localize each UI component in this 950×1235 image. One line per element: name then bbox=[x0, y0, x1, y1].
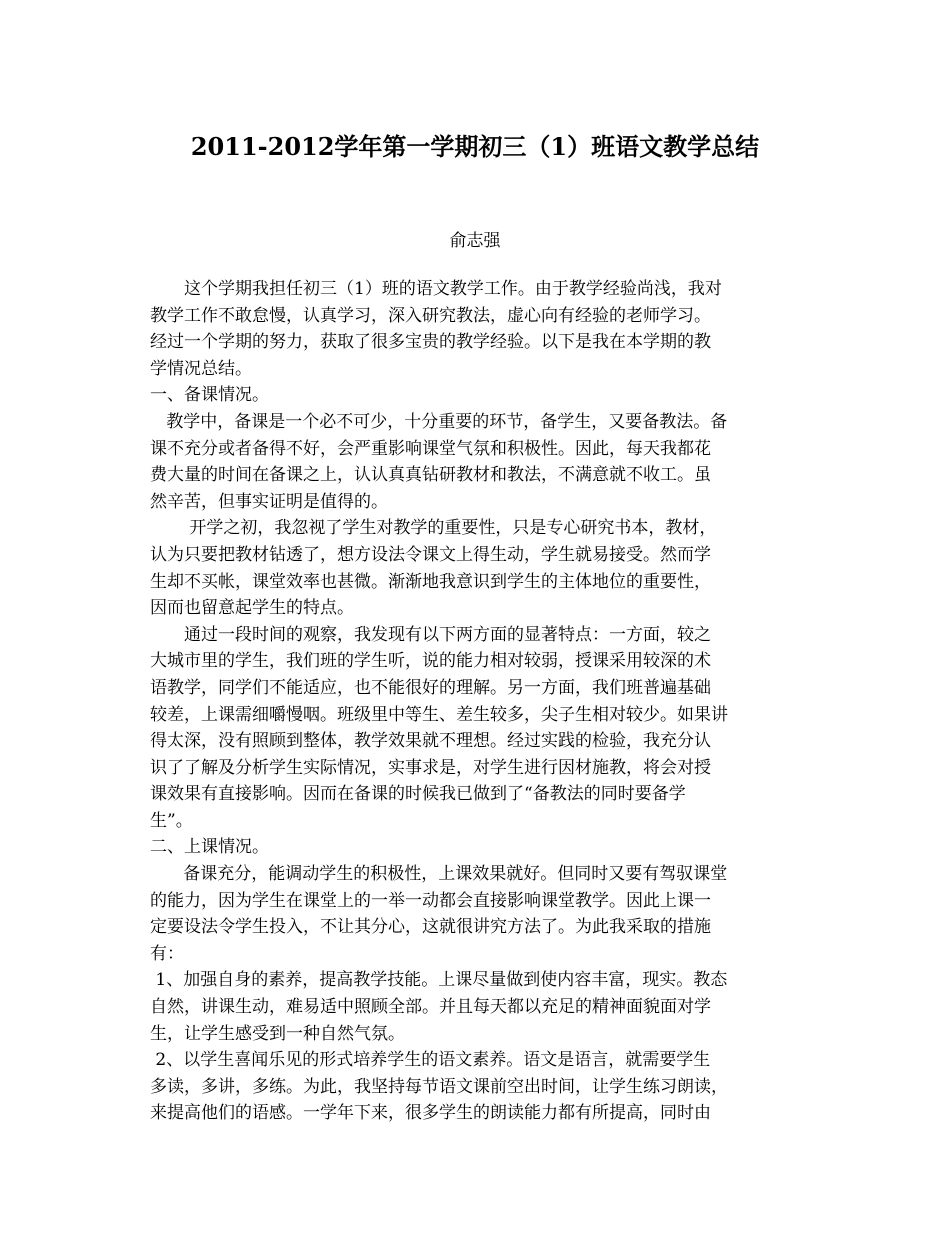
body-line: 语教学，同学们不能适应，也不能很好的理解。另一方面，我们班普遍基础 bbox=[150, 677, 711, 698]
body-line: 教学工作不敢怠慢，认真学习，深入研究教法，虚心向有经验的老师学习。 bbox=[150, 305, 711, 326]
body-line: 然辛苦，但事实证明是值得的。 bbox=[150, 491, 388, 512]
body-line: 课效果有直接影响。因而在备课的时候我已做到了“备教法的同时要备学 bbox=[150, 784, 686, 805]
body-line: 较差，上课需细嚼慢咽。班级里中等生、差生较多，尖子生相对较少。如果讲 bbox=[150, 704, 728, 725]
body-line: 定要设法令学生投入，不让其分心，这就很讲究方法了。为此我采取的措施 bbox=[150, 917, 711, 938]
body-line: 多读，多讲，多练。为此，我坚持每节语文课前空出时间，让学生练习朗读， bbox=[150, 1076, 728, 1097]
body-line: 生，让学生感受到一种自然气氛。 bbox=[150, 1023, 405, 1044]
body-line: 备课充分，能调动学生的积极性，上课效果就好。但同时又要有驾驭课堂 bbox=[150, 864, 728, 885]
body-line: 二、上课情况。 bbox=[150, 837, 269, 858]
body-line: 因而也留意起学生的特点。 bbox=[150, 598, 354, 619]
body-line: 通过一段时间的观察，我发现有以下两方面的显著特点：一方面，较之 bbox=[150, 624, 711, 645]
body-line: 费大量的时间在备课之上，认认真真钻研教材和教法，不满意就不收工。虽 bbox=[150, 465, 711, 486]
body-line: 大城市里的学生，我们班的学生听，说的能力相对较弱，授课采用较深的术 bbox=[150, 651, 711, 672]
document-author: 俞志强 bbox=[449, 231, 501, 251]
document-body bbox=[150, 276, 798, 1127]
body-line: 这个学期我担任初三（1）班的语文教学工作。由于教学经验尚浅，我对 bbox=[150, 279, 722, 299]
body-line: 2、以学生喜闻乐见的形式培养学生的语文素养。语文是语言，就需要学生 bbox=[150, 1050, 711, 1071]
body-line: 有： bbox=[150, 943, 184, 964]
body-line: 认为只要把教材钻透了，想方设法令课文上得生动，学生就易接受。然而学 bbox=[150, 544, 711, 565]
body-line: 1、加强自身的素养，提高教学技能。上课尽量做到使内容丰富，现实。教态 bbox=[150, 970, 728, 991]
body-line: 学情况总结。 bbox=[150, 358, 252, 379]
body-line: 的能力，因为学生在课堂上的一举一动都会直接影响课堂教学。因此上课一 bbox=[150, 890, 711, 911]
body-line: 教学中，备课是一个必不可少，十分重要的环节，备学生，又要备教法。备 bbox=[150, 411, 728, 432]
body-line: 经过一个学期的努力，获取了很多宝贵的教学经验。以下是我在本学期的教 bbox=[150, 332, 711, 353]
document-title: 2011-2012学年第一学期初三（1）班语文教学总结 bbox=[190, 132, 760, 161]
body-line: 生却不买帐，课堂效率也甚微。渐渐地我意识到学生的主体地位的重要性， bbox=[150, 571, 711, 592]
body-line: 一、备课情况。 bbox=[150, 385, 269, 406]
body-line: 自然，讲课生动，难易适中照顾全部。并且每天都以充足的精神面貌面对学 bbox=[150, 997, 711, 1018]
body-line: 识了了解及分析学生实际情况，实事求是，对学生进行因材施教，将会对授 bbox=[150, 757, 711, 778]
body-line: 开学之初，我忽视了学生对教学的重要性，只是专心研究书本，教材， bbox=[150, 518, 717, 539]
body-line: 来提高他们的语感。一学年下来，很多学生的朗读能力都有所提高，同时由 bbox=[150, 1103, 711, 1124]
body-line: 生”。 bbox=[150, 810, 193, 831]
body-line: 得太深，没有照顾到整体，教学效果就不理想。经过实践的检验，我充分认 bbox=[150, 731, 711, 752]
body-line: 课不充分或者备得不好，会严重影响课堂气氛和积极性。因此，每天我都花 bbox=[150, 438, 711, 459]
